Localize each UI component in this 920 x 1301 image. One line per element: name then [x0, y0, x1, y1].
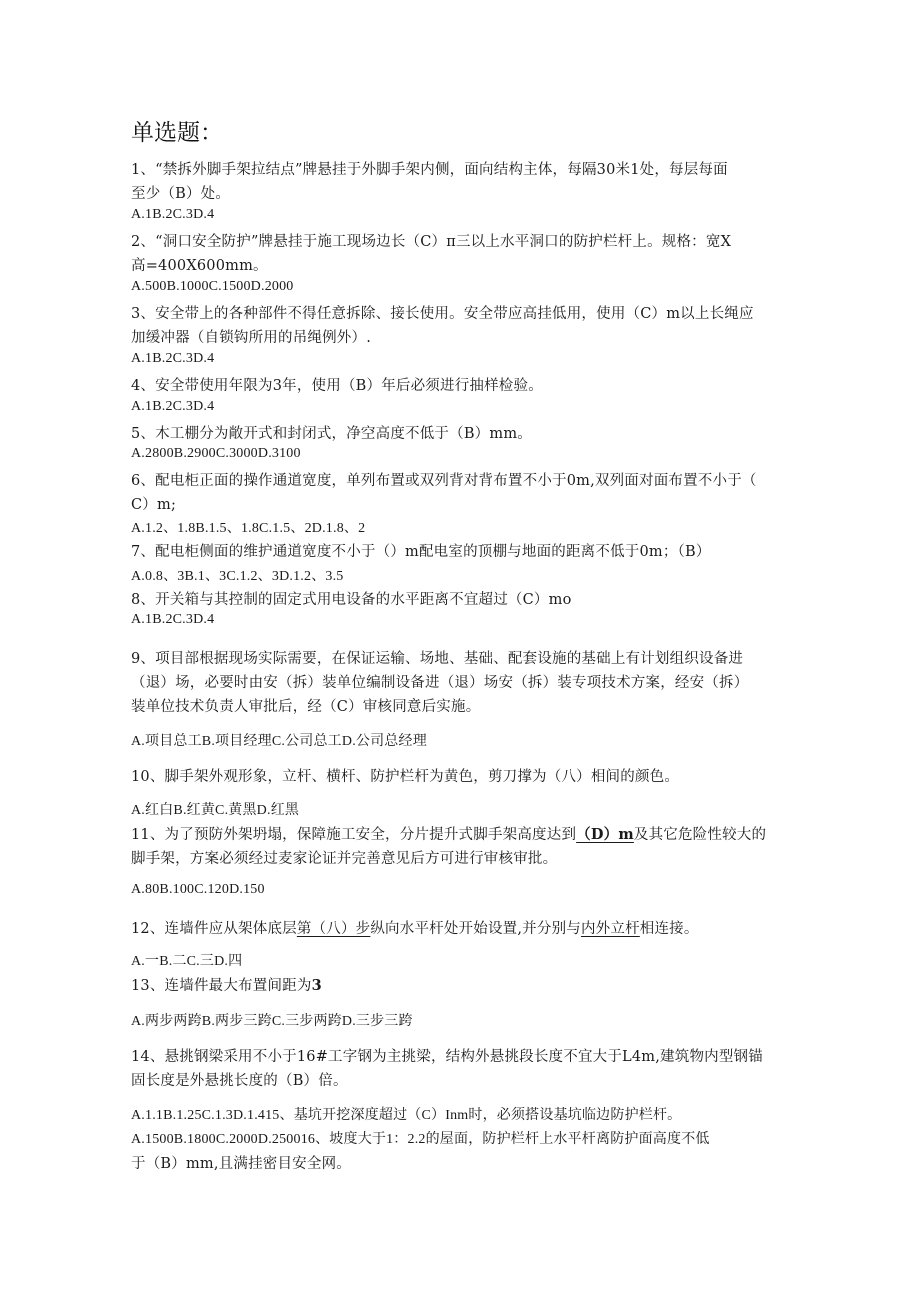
- q4-line1: 4、安全带使用年限为3年，使用（B）年后必须进行抽样检验。: [131, 378, 543, 394]
- q12-options: A.一B.二C.三D.四: [131, 954, 243, 969]
- q14-line4: A.1500B.1800C.2000D.250016、坡度大于1：2.2的屋面，防护栏杆上水平杆离防护面高度不低: [131, 1132, 710, 1147]
- q6-line1: 6、配电柜正面的操作通道宽度，单列布置或双列背对背布置不小于0m,双列面对面布置不小于（: [131, 473, 757, 489]
- q11-answer-underlined: （D）m: [576, 826, 634, 843]
- q14-line2: 固长度是外悬挑长度的（B）倍。: [131, 1073, 348, 1089]
- q12-line1-text-a: 12、连墙件应从架体底层: [131, 921, 297, 937]
- q2-options: A.500B.1000C.1500D.2000: [131, 279, 294, 294]
- q12-line1: [131, 917, 699, 938]
- q1-options: A.1B.2C.3D.4: [131, 207, 215, 222]
- q8-line1: 8、开关箱与其控制的固定式用电设备的水平距离不宜超过（C）mo: [131, 592, 572, 608]
- q5-line1: 5、木工棚分为敞开式和封闭式，净空高度不低于（B）mm。: [131, 426, 532, 442]
- q2-line2: 高=400X600mm。: [131, 258, 268, 274]
- q3-line2: 加缓冲器（自锁钩所用的吊绳例外）.: [131, 330, 372, 346]
- q11-options: A.80B.100C.120D.150: [131, 882, 265, 897]
- q6-options: A.1.2、1.8B.1.5、1.8C.1.5、2D.1.8、2: [131, 521, 366, 536]
- q9-line2: （退）场，必要时由安（拆）装单位编制设备进（退）场安（拆）装专项技术方案，经安（拆）: [131, 675, 749, 691]
- q11-line1-text-a: 11、为了预防外架坍塌，保障施工安全，分片提升式脚手架高度达到: [131, 827, 577, 843]
- q9-line3: 装单位技术负责人审批后，经（C）审核同意后实施。: [131, 699, 481, 715]
- q13-answer-number: 3: [311, 977, 322, 994]
- q11-line1-text-c: 及其它危险性较大的: [633, 827, 767, 843]
- q14-line5: 于（B）mm,且满挂密目安全网。: [131, 1156, 351, 1172]
- q13-options: A.两步两跨B.两步三跨C.三步两跨D.三步三跨: [131, 1014, 413, 1029]
- q14-line3: A.1.1B.1.25C.1.3D.1.415、基坑开挖深度超过（C）Inm时，必须搭设基坑临边防护栏杆。: [131, 1108, 682, 1123]
- q1-line1: 1、“禁拆外脚手架拉结点”牌悬挂于外脚手架内侧，面向结构主体，每隔30米1处，每层每面: [131, 162, 728, 178]
- q10-options: A.红白B.红黄C.黄黑D.红黑: [131, 803, 300, 818]
- q12-answer-underlined: 第（八）步: [296, 921, 371, 937]
- q12-line1-text-e: 相连接。: [639, 921, 699, 937]
- q9-options: A.项目总工B.项目经理C.公司总工D.公司总经理: [131, 734, 427, 749]
- q8-options: A.1B.2C.3D.4: [131, 612, 215, 627]
- q11-line2: 脚手架，方案必须经过麦家论证并完善意见后方可进行审核审批。: [131, 851, 558, 867]
- q7-options: A.0.8、3B.1、3C.1.2、3D.1.2、3.5: [131, 569, 344, 584]
- q7-line1: 7、配电柜侧面的维护通道宽度不小于（）m配电室的顶棚与地面的距离不低于0m；（B）: [131, 544, 711, 560]
- q4-options: A.1B.2C.3D.4: [131, 399, 215, 414]
- q6-line2: C）m;: [131, 497, 177, 513]
- q11-line1: [131, 823, 766, 844]
- q12-underlined-term: 内外立杆: [580, 921, 640, 937]
- q10-line1: 10、脚手架外观形象，立杆、横杆、防护栏杆为黄色，剪刀撑为（八）相间的颜色。: [131, 769, 680, 785]
- q2-line1: 2、“洞口安全防护”牌悬挂于施工现场边长（C）π三以上水平洞口的防护栏杆上。规格：宽X: [131, 234, 732, 250]
- page-title: 单选题：: [131, 120, 223, 146]
- q5-options: A.2800B.2900C.3000D.3100: [131, 446, 301, 461]
- q3-line1: 3、安全带上的各种部件不得任意拆除、接长使用。安全带应高挂低用，使用（C）m以上长绳应: [131, 306, 754, 322]
- q13-line1: [131, 974, 322, 995]
- q9-line1: 9、项目部根据现场实际需要，在保证运输、场地、基础、配套设施的基础上有计划组织设备进: [131, 651, 744, 667]
- q13-line1-text-a: 13、连墙件最大布置间距为: [131, 978, 312, 994]
- q1-line2: 至少（B）处。: [131, 186, 231, 202]
- q3-options: A.1B.2C.3D.4: [131, 351, 215, 366]
- q12-line1-text-c: 纵向水平杆处开始设置,并分别与: [370, 921, 581, 937]
- q14-line1: 14、悬挑钢梁采用不小于16#工字钢为主挑梁，结构外悬挑段长度不宜大于L4m,建筑物内型钢锚: [131, 1049, 763, 1065]
